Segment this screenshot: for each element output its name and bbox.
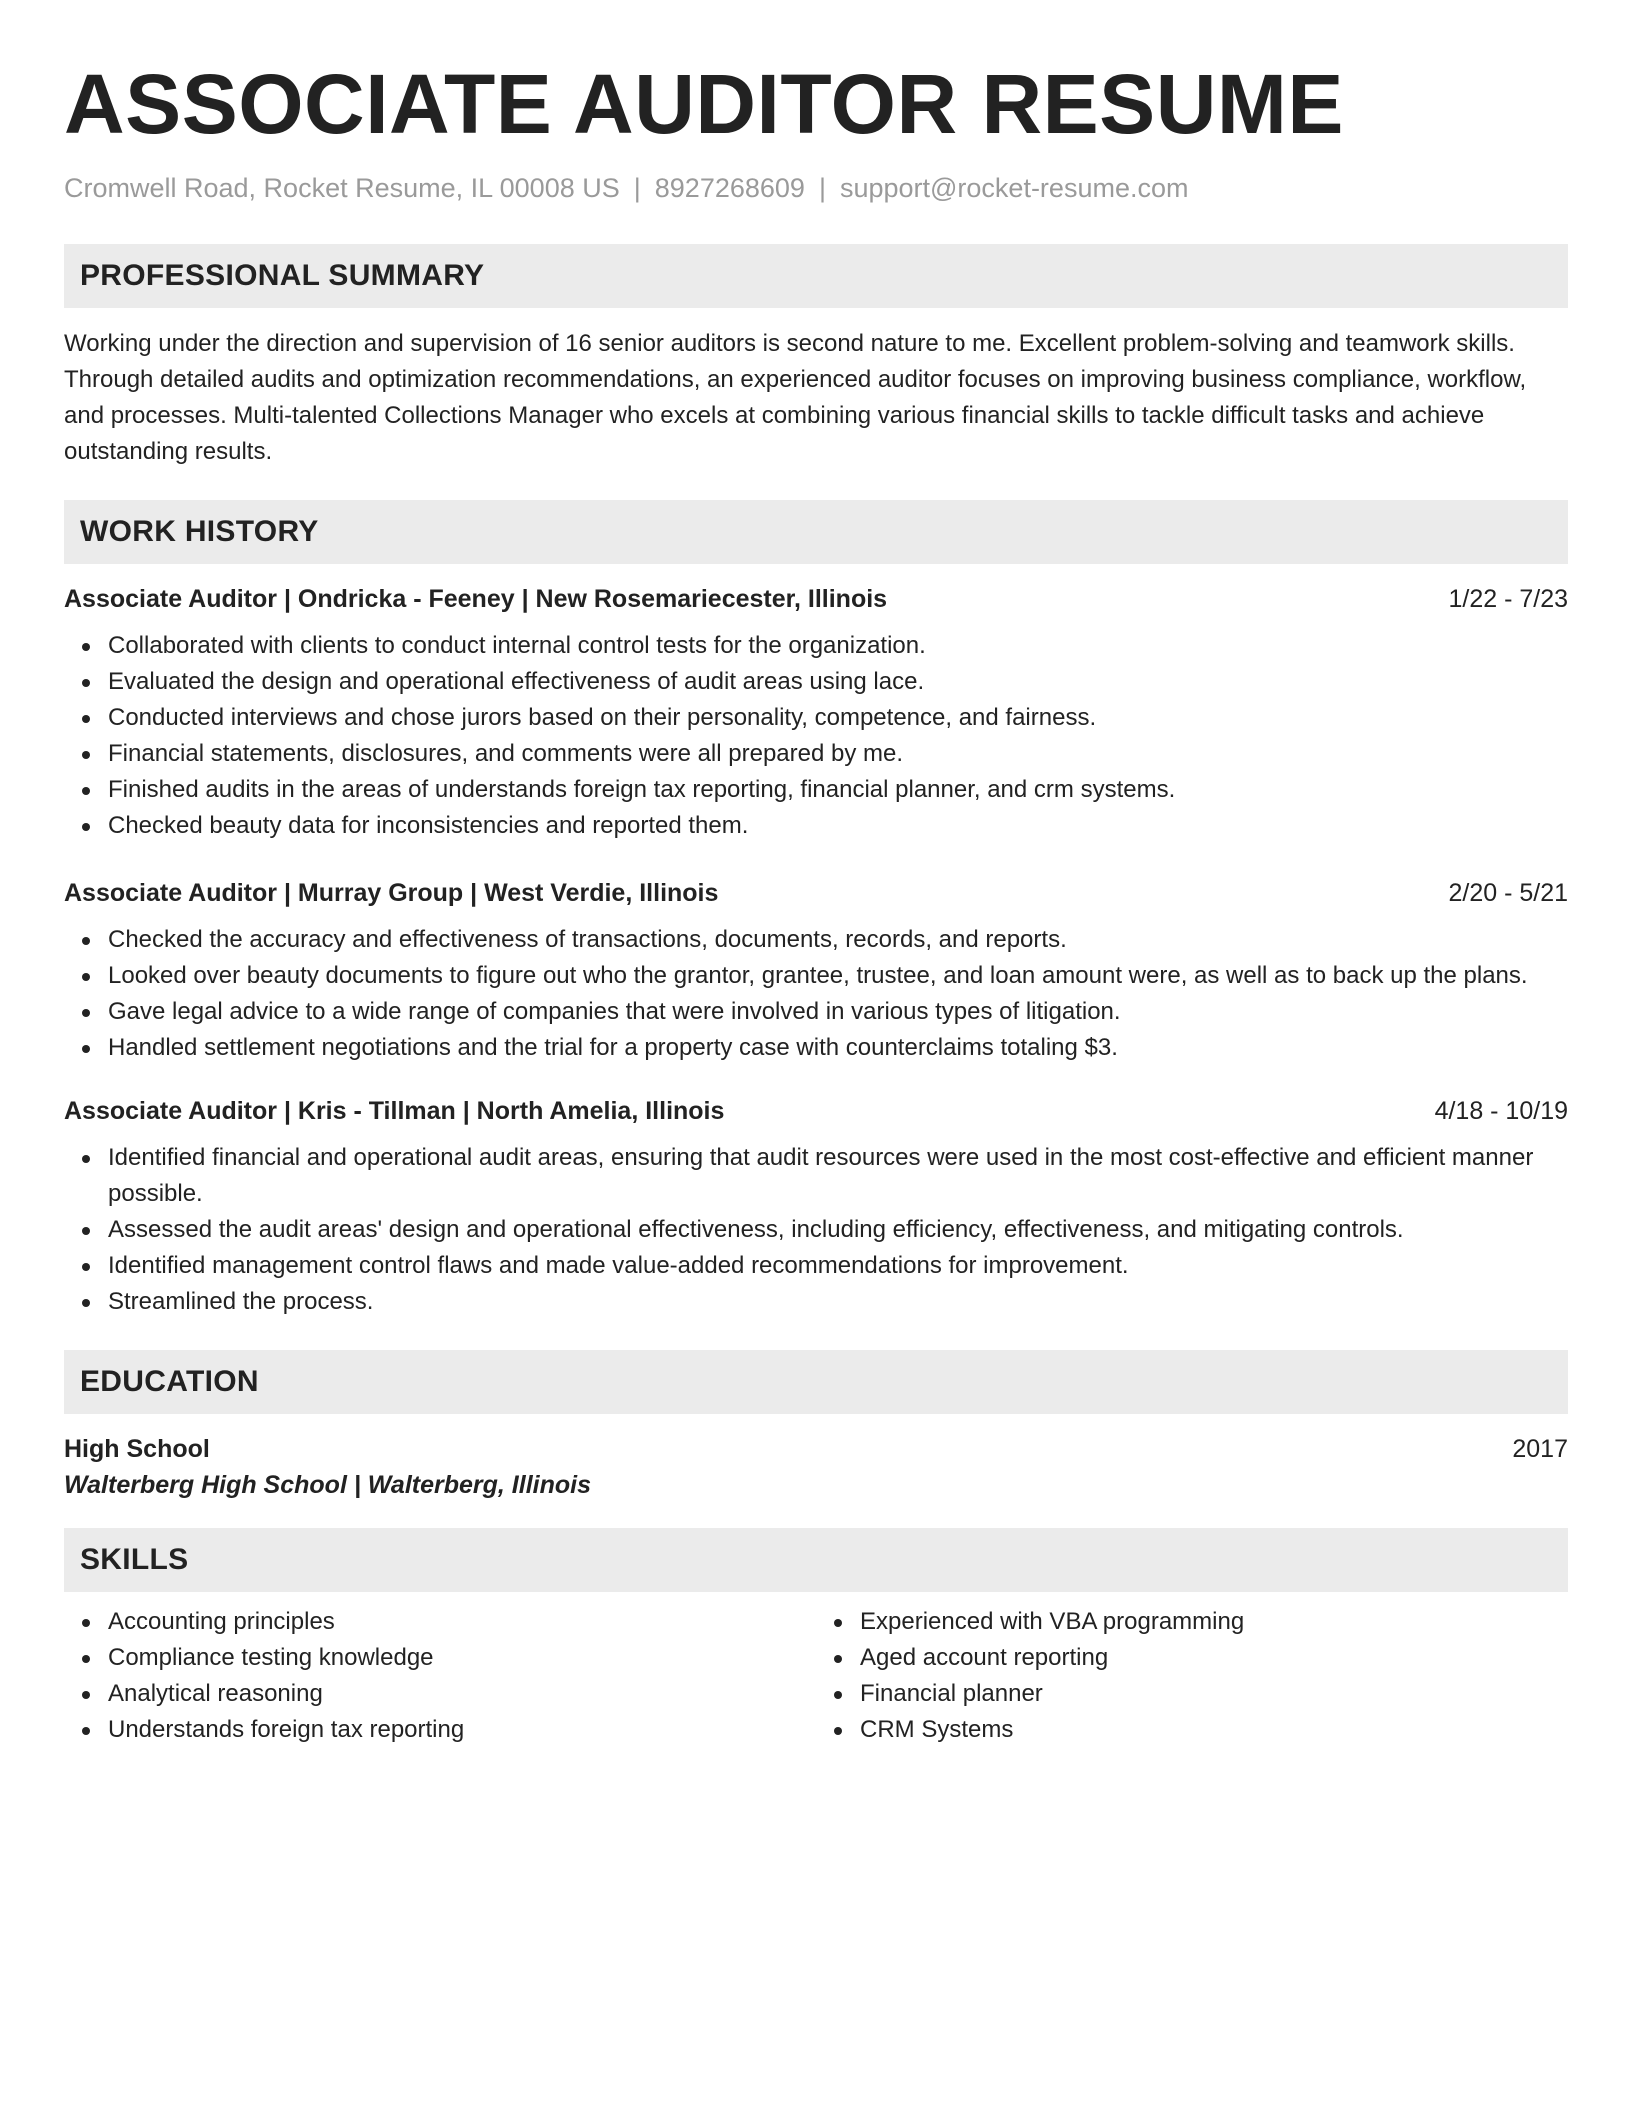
skills-list-right: [816, 1604, 1568, 1748]
skills-list-left: [64, 1604, 816, 1748]
skills-columns: [64, 1604, 1568, 1748]
job-dates: 4/18 - 10/19: [1434, 1097, 1568, 1125]
job-bullets: [64, 922, 1568, 1066]
job-bullet: Assessed the audit areas' design and operational effectiveness, including efficiency, effectiveness, and mitigating controls.: [108, 1212, 1568, 1248]
job-bullet: Streamlined the process.: [108, 1284, 1568, 1320]
job-bullet: Gave legal advice to a wide range of companies that were involved in various types of litigation.: [108, 994, 1568, 1030]
job-title: Associate Auditor | Ondricka - Feeney | New Rosemariecester, Illinois: [64, 585, 888, 613]
skill-item: Experienced with VBA programming: [860, 1604, 1568, 1640]
job-bullets: [64, 1140, 1568, 1320]
job-bullet: Finished audits in the areas of understands foreign tax reporting, financial planner, and crm systems.: [108, 772, 1568, 808]
job-entry: [64, 876, 1568, 1066]
job-entry: [64, 1094, 1568, 1320]
skill-item: Financial planner: [860, 1676, 1568, 1712]
job-bullet: Checked the accuracy and effectiveness of transactions, documents, records, and reports.: [108, 922, 1568, 958]
job-bullet: Identified management control flaws and made value-added recommendations for improvement.: [108, 1248, 1568, 1284]
contact-separator: |: [818, 173, 826, 203]
skill-item: Understands foreign tax reporting: [108, 1712, 816, 1748]
section-heading-education: EDUCATION: [64, 1350, 1568, 1414]
job-bullets: [64, 628, 1568, 844]
job-dates: 1/22 - 7/23: [1448, 585, 1568, 613]
section-heading-work-history: WORK HISTORY: [64, 500, 1568, 564]
skill-item: Accounting principles: [108, 1604, 816, 1640]
job-title: Associate Auditor | Kris - Tillman | North Amelia, Illinois: [64, 1097, 725, 1125]
skill-item: Compliance testing knowledge: [108, 1640, 816, 1676]
section-heading-skills: SKILLS: [64, 1528, 1568, 1592]
job-bullet: Financial statements, disclosures, and comments were all prepared by me.: [108, 736, 1568, 772]
contact-line: [64, 170, 1568, 206]
contact-separator: |: [633, 173, 641, 203]
education-header: [64, 1432, 1568, 1466]
job-bullet: Identified financial and operational audit areas, ensuring that audit resources were used in the most cost-effective and efficient manner possible.: [108, 1140, 1568, 1212]
skill-item: Aged account reporting: [860, 1640, 1568, 1676]
job-header: [64, 1094, 1568, 1128]
contact-address: Cromwell Road, Rocket Resume, IL 00008 US: [64, 173, 620, 203]
job-dates: 2/20 - 5/21: [1448, 879, 1568, 907]
job-bullet: Checked beauty data for inconsistencies and reported them.: [108, 808, 1568, 844]
resume-title: ASSOCIATE AUDITOR RESUME: [64, 57, 1344, 151]
job-bullet: Evaluated the design and operational effectiveness of audit areas using lace.: [108, 664, 1568, 700]
job-bullet: Handled settlement negotiations and the trial for a property case with counterclaims totaling $3.: [108, 1030, 1568, 1066]
section-heading-summary: PROFESSIONAL SUMMARY: [64, 244, 1568, 308]
job-header: [64, 582, 1568, 616]
job-entry: [64, 582, 1568, 844]
education-entry: [64, 1432, 1568, 1504]
job-header: [64, 876, 1568, 910]
summary-text: Working under the direction and supervision of 16 senior auditors is second nature to me. Excellent problem-solving and teamwork skills. Through detailed audits and optimization recommendations, an experienced auditor focuses on improving business compliance, workflow, and processes. Multi-talented Collections Manager who excels at combining various financial skills to tackle difficult tasks and achieve outstanding results.: [64, 330, 1527, 465]
education-school: Walterberg High School | Walterberg, Illinois: [64, 1471, 591, 1499]
education-year: 2017: [1512, 1435, 1568, 1463]
contact-email: support@rocket-resume.com: [839, 173, 1189, 203]
skill-item: Analytical reasoning: [108, 1676, 816, 1712]
resume-page: [64, 0, 1568, 1748]
job-bullet: Conducted interviews and chose jurors based on their personality, competence, and fairness.: [108, 700, 1568, 736]
skill-item: CRM Systems: [860, 1712, 1568, 1748]
job-bullet: Looked over beauty documents to figure out who the grantor, grantee, trustee, and loan amount were, as well as to back up the plans.: [108, 958, 1568, 994]
job-bullet: Collaborated with clients to conduct internal control tests for the organization.: [108, 628, 1568, 664]
education-degree: High School: [64, 1435, 210, 1463]
job-title: Associate Auditor | Murray Group | West Verdie, Illinois: [64, 879, 719, 907]
contact-phone: 8927268609: [654, 173, 805, 203]
